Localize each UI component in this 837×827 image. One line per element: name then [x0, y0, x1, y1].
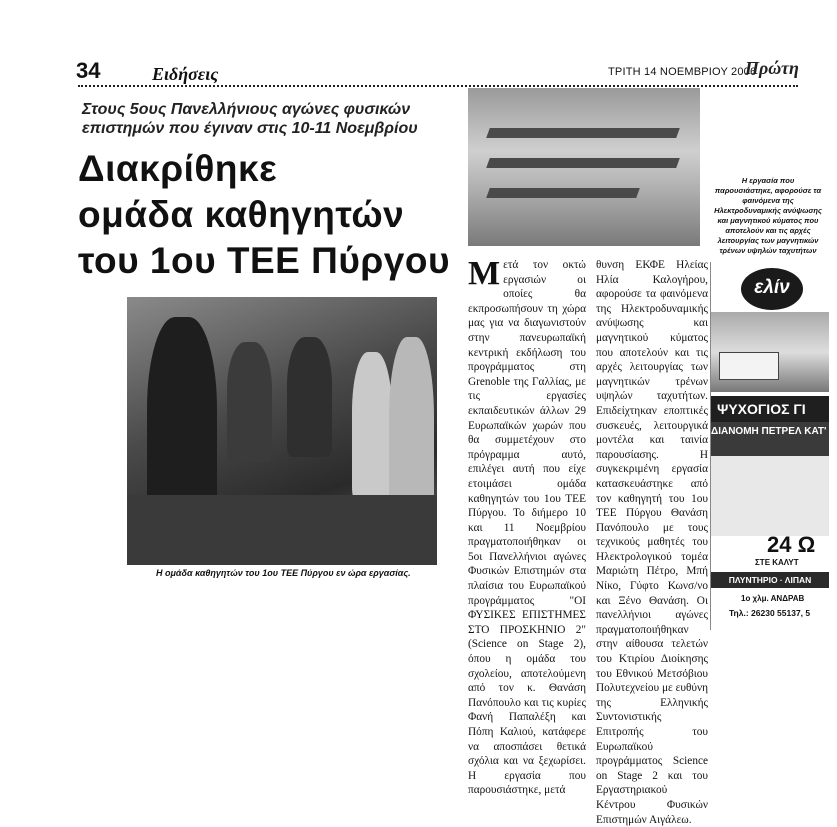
page-number: 34 — [76, 58, 101, 83]
photo-equipment — [486, 158, 680, 168]
teachers-photo — [127, 297, 437, 565]
ad-image-area — [711, 456, 829, 536]
ad-hours: 24 Ω — [767, 532, 816, 557]
photo-equipment — [486, 128, 680, 138]
ad-logo: ελίν — [741, 268, 803, 310]
section-title: Ειδήσεις — [152, 64, 219, 84]
headline-line-2: ομάδα καθηγητών — [78, 194, 405, 235]
ad-phone: Τηλ.: 26230 55137, 5 — [729, 608, 811, 618]
newspaper-brand: Πρώτη — [745, 58, 799, 78]
advertisement — [710, 262, 837, 630]
ad-company-name: ΨΥΧΟΓΙΟΣ ΓΙ — [711, 396, 829, 422]
lab-photo-caption: Η εργασία που παρουσιάστηκε, αφορούσε τα φαινόμενα της Ηλεκτροδυναμικής ανύψωσης και μαγνητικού κύματος που αποτελούν και τις αρχές λειτουργίας των μαγνητικών τρένων υψηλών ταχυτήτων — [714, 176, 822, 255]
headline-line-3: του 1ου ΤΕΕ Πύργου — [78, 240, 450, 281]
photo-person — [227, 342, 272, 462]
article-kicker: Στους 5ους Πανελλήνιους αγώνες φυσικών επιστημών που έγιναν στις 10-11 Νοεμβρίου — [82, 101, 418, 137]
ad-hours-sub: ΣΤΕ ΚΑΛΥΤ — [755, 558, 799, 567]
article-column-1 — [468, 255, 586, 798]
photo-caption: Η ομάδα καθηγητών του 1ου ΤΕΕ Πύργου εν ώρα εργασίας. — [156, 568, 411, 578]
column-1-text: ετά τον οκτώ εργασιών οι οποίες θα εκπροσωπήσουν τη χώρα μας για να διαγωνιστούν στην πανευρωπαϊκή κεντρική εκδήλωση του προγράμματος στη Grenoble της Γαλλίας, με τις εργασίες εκπαιδευτικών άλλων 29 Ευρωπαϊκών χωρών που θα συμμετέχουν στο πρόγραμμα αυτό, επιλέγει αυτή που είχε ετοιμάσει ομάδα καθηγητών του 1ου ΤΕΕ Πύργου. Το διήμερο 10 και 11 Νοεμβρίου πραγματοποιήθηκαν οι 5οι Πανελλήνιοι αγώνες Φυσικών Επιστημών στα πλαίσια του Ευρωπαϊκού προγράμματος "ΟΙ ΦΥΣΙΚΕΣ ΕΠΙΣΤΗΜΕΣ ΣΤΟ ΠΡΟΣΚΗΝΙΟ 2" (Science on Stage 2), όπου η ομάδα του σχολείου, αποτελούμενη από τον κ. Θανάση Πανόπουλο και τις κυρίες Φανή Παπαλέξη και Πόπη Καλιού, κατάφερε να αποσπάσει θετικά σχόλια και να ξεχωρίσει. Η εργασία που παρουσιάστηκε, μετά — [468, 259, 586, 797]
ad-distribution: ΔΙΑΝΟΜΗ ΠΕΤΡΕΛ ΚΑΤ' Ο — [711, 422, 829, 456]
issue-date: ΤΡΙΤΗ 14 ΝΟΕΜΒΡΙΟΥ 2006 — [608, 66, 757, 78]
photo-person — [352, 352, 392, 502]
photo-equipment — [486, 188, 640, 198]
photo-person — [287, 337, 332, 457]
ad-photo — [711, 312, 829, 392]
headline-line-1: Διακρίθηκε — [78, 148, 278, 189]
drop-cap: Μ — [468, 255, 501, 292]
photo-desk — [127, 495, 437, 565]
article-headline — [78, 146, 468, 284]
lab-equipment-photo — [468, 88, 700, 246]
article-column-2: θυνση ΕΚΦΕ Ηλείας Ηλία Καλογήρου, αφορούσε τα φαινόμενα της Ηλεκτροδυναμικής ανύψωσης και μαγνητικού κύματος που αποτελούν και τις αρχές λειτουργίας των μαγνητικών τρένων υψηλών ταχυτήτων. Επιδείχτηκαν εποπτικές συσκευές, λειτουργικά μοντέλα και ταινία παρουσίασης. Η συγκεκριμένη εργασία κατασκευάστηκε από τον καθηγητή του 1ου ΤΕΕ Πύργου Θανάση Πανόπουλο με τους τεχνικούς μαθητές του Ηλεκτρολογικού τομέα Μαριώτη Πέτρο, Μπή Νίκο, Γύφτο Κωνσ/νο και Ξένο Θανάση. Οι πανελλήνιοι αγώνες πραγματοποιήθηκαν στην αίθουσα τελετών του Κτιρίου Διοίκησης του Εθνικού Μετσόβιου Πολυτεχνείου με ευθύνη της Ελληνικής Συντονιστικής Επιτροπής του Ευρωπαϊκού προγράμματος Science on Stage 2 και του Εργαστηριακού Κέντρου Φυσικών Επιστημών Αιγάλεω. — [596, 259, 708, 826]
truck-icon — [719, 352, 779, 380]
ad-address: 1ο χλμ. ΑΝΔΡΑΒ — [741, 594, 805, 603]
ad-services: ΠΛΥΝΤΗΡΙΟ · ΛΙΠΑΝ — [711, 572, 829, 588]
